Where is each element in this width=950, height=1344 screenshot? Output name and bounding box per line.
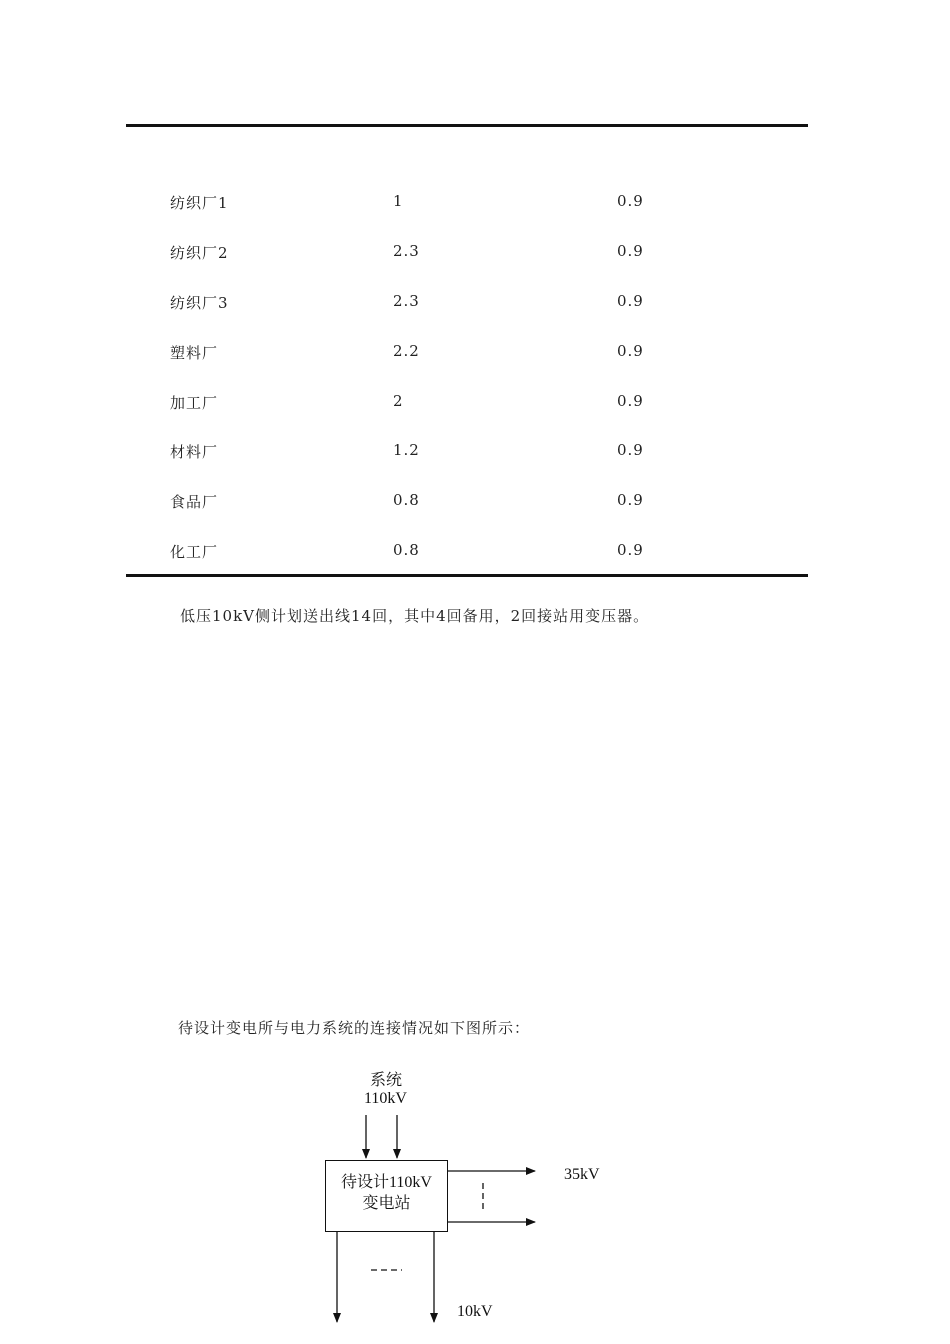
row-power-factor: 0.9 — [617, 242, 644, 260]
row-load: 2 — [393, 392, 404, 410]
system-voltage-label: 110kV — [364, 1090, 407, 1107]
substation-box — [325, 1160, 448, 1232]
lv-voltage-label: 10kV — [457, 1303, 493, 1320]
mv-voltage-label: 35kV — [564, 1166, 600, 1183]
substation-label: 待设计110kV — [341, 1174, 432, 1191]
diagram-intro: 待设计变电所与电力系统的连接情况如下图所示： — [178, 1019, 531, 1037]
row-load: 0.8 — [393, 491, 420, 509]
substation-label-line2: 变电站 — [362, 1195, 411, 1212]
row-load: 1.2 — [393, 441, 420, 459]
row-name: 材料厂 — [170, 443, 219, 461]
row-load: 2.2 — [393, 342, 420, 360]
row-name: 纺织厂2 — [170, 244, 229, 262]
row-power-factor: 0.9 — [617, 541, 644, 559]
row-power-factor: 0.9 — [617, 342, 644, 360]
outgoing-lines-note: 低压10kV侧计划送出线14回，其中4回备用，2回接站用变压器。 — [180, 607, 650, 625]
row-load: 0.8 — [393, 541, 420, 559]
row-name: 纺织厂1 — [170, 194, 229, 212]
row-load: 2.3 — [393, 292, 420, 310]
row-name: 塑料厂 — [170, 344, 219, 362]
row-name: 纺织厂3 — [170, 294, 229, 312]
row-load: 1 — [393, 192, 404, 210]
row-name: 化工厂 — [170, 543, 219, 561]
row-power-factor: 0.9 — [617, 491, 644, 509]
row-power-factor: 0.9 — [617, 441, 644, 459]
row-power-factor: 0.9 — [617, 392, 644, 410]
system-label: 系统 — [370, 1072, 403, 1089]
row-name: 食品厂 — [170, 493, 219, 511]
row-power-factor: 0.9 — [617, 192, 644, 210]
row-name: 加工厂 — [170, 394, 219, 412]
row-load: 2.3 — [393, 242, 420, 260]
row-power-factor: 0.9 — [617, 292, 644, 310]
